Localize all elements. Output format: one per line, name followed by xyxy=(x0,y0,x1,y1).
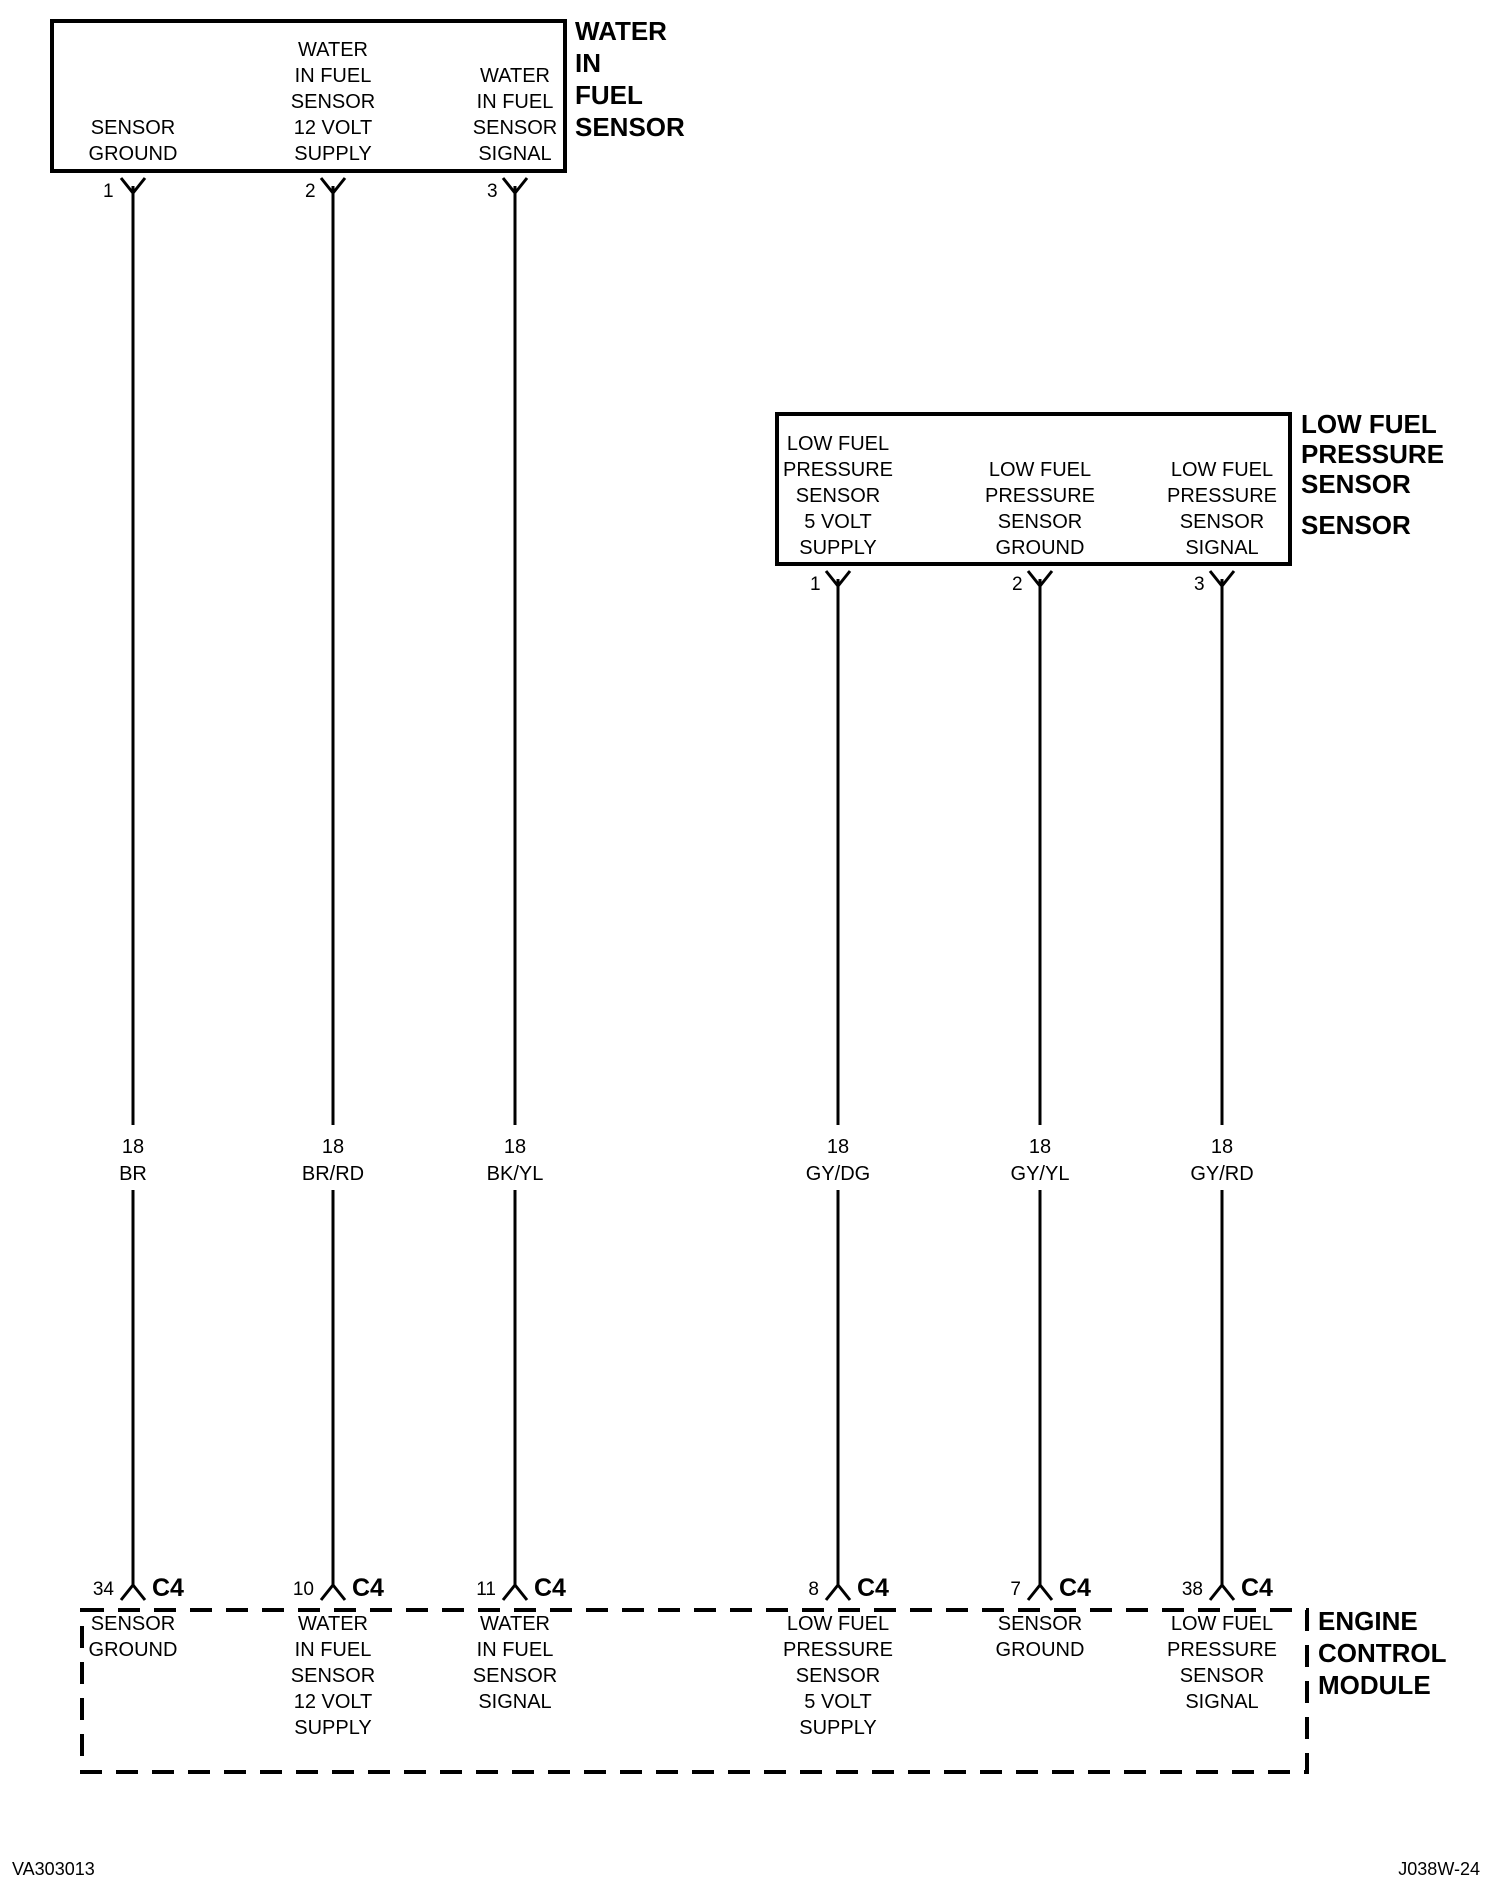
title-line: ENGINE xyxy=(1318,1606,1418,1636)
label-line: SENSOR xyxy=(997,1613,1083,1635)
wire-gauge: 18 xyxy=(1028,1136,1052,1158)
title-line: CONTROL xyxy=(1318,1638,1447,1668)
ecm-pin11-label xyxy=(473,1613,557,1713)
pin-number: 34 xyxy=(92,1579,114,1600)
ecm-pin8-label xyxy=(783,1613,893,1739)
label-line: GROUND xyxy=(88,143,178,165)
title-line: LOW FUEL xyxy=(1301,409,1437,439)
wif-pin2-label xyxy=(291,39,375,165)
label-line: IN FUEL xyxy=(294,1639,372,1661)
label-line: SIGNAL xyxy=(478,143,552,165)
label-line: SIGNAL xyxy=(1185,1691,1259,1713)
title-line: PRESSURE xyxy=(1301,439,1445,469)
label-line: SENSOR xyxy=(290,1665,376,1687)
wire-color: BK/YL xyxy=(486,1163,544,1185)
label-line: SUPPLY xyxy=(799,1717,877,1739)
label-line: SUPPLY xyxy=(294,143,372,165)
connector-id: C4 xyxy=(1241,1574,1273,1602)
label-line: SENSOR xyxy=(472,117,558,139)
label-line: 12 VOLT xyxy=(293,1691,373,1713)
title-line: SENSOR xyxy=(575,112,685,142)
engine-control-module-box xyxy=(82,1610,1307,1772)
ecm-pin34-label xyxy=(89,1613,178,1661)
ecm-pin10-label xyxy=(291,1613,375,1739)
wire-color: GY/RD xyxy=(1190,1163,1254,1185)
water-in-fuel-sensor-title xyxy=(575,16,685,142)
wire-gauge: 18 xyxy=(826,1136,850,1158)
title-line: SENSOR xyxy=(1301,469,1411,499)
label-line: SUPPLY xyxy=(799,537,877,559)
male-terminal-icon xyxy=(826,1585,850,1600)
wire-color: GY/DG xyxy=(805,1163,871,1185)
label-line: SENSOR xyxy=(1179,1665,1265,1687)
wire-gauge: 18 xyxy=(321,1136,345,1158)
label-line: LOW FUEL xyxy=(786,1613,890,1635)
wire-gauge: 18 xyxy=(503,1136,527,1158)
pin-number: 11 xyxy=(476,1579,496,1600)
label-line: SIGNAL xyxy=(1185,537,1259,559)
pin-number: 2 xyxy=(1012,574,1023,595)
label-line: SIGNAL xyxy=(478,1691,552,1713)
label-line: 5 VOLT xyxy=(804,1691,872,1713)
label-line: GROUND xyxy=(88,1639,178,1661)
pin-number: 38 xyxy=(1181,1579,1203,1600)
label-line: SENSOR xyxy=(290,91,376,113)
pin-number: 7 xyxy=(1010,1579,1021,1600)
pin-number: 3 xyxy=(1194,574,1205,595)
title-line: IN xyxy=(575,48,601,78)
engine-control-module-title xyxy=(1318,1606,1447,1700)
wire-labels xyxy=(119,1136,1254,1185)
label-line: LOW FUEL xyxy=(988,459,1092,481)
label-line: GROUND xyxy=(995,537,1085,559)
male-terminal-icon xyxy=(1028,1585,1052,1600)
title-line: FUEL xyxy=(575,80,643,110)
figure-code-left: VA303013 xyxy=(12,1859,95,1879)
wire-color: BR/RD xyxy=(301,1163,365,1185)
ecm-pin7-label xyxy=(996,1613,1085,1661)
pin-number: 10 xyxy=(292,1579,314,1600)
pin-number: 1 xyxy=(103,181,114,202)
wire-gauge: 18 xyxy=(1210,1136,1234,1158)
label-line: IN FUEL xyxy=(294,65,372,87)
connector-id: C4 xyxy=(534,1574,566,1602)
wire-gauge: 18 xyxy=(121,1136,145,1158)
label-line: SENSOR xyxy=(90,1613,176,1635)
lfp-pin3-label xyxy=(1167,459,1277,559)
label-line: IN FUEL xyxy=(476,91,554,113)
lfp-pin1-label xyxy=(783,433,893,559)
connector-id: C4 xyxy=(1059,1574,1091,1602)
low-fuel-pressure-sensor-title xyxy=(1301,409,1444,540)
connector-id: C4 xyxy=(152,1574,184,1602)
label-line: SENSOR xyxy=(795,485,881,507)
lfp-pin2-label xyxy=(985,459,1095,559)
pin-number: 2 xyxy=(305,181,316,202)
label-line: SENSOR xyxy=(1179,511,1265,533)
male-terminal-icon xyxy=(503,1585,527,1600)
label-line: LOW FUEL xyxy=(786,433,890,455)
label-line: PRESSURE xyxy=(1166,485,1278,507)
label-line: PRESSURE xyxy=(782,459,894,481)
label-line: IN FUEL xyxy=(476,1639,554,1661)
label-line: LOW FUEL xyxy=(1170,1613,1274,1635)
ecm-pin38-label xyxy=(1167,1613,1277,1713)
figure-code-right: J038W-24 xyxy=(1398,1859,1480,1879)
connector-id: C4 xyxy=(352,1574,384,1602)
label-line: WATER xyxy=(298,39,368,61)
label-line: WATER xyxy=(480,65,550,87)
connector-id: C4 xyxy=(857,1574,889,1602)
title-line: WATER xyxy=(575,16,667,46)
wire-color: GY/YL xyxy=(1010,1163,1070,1185)
label-line: 12 VOLT xyxy=(293,117,373,139)
label-line: SENSOR xyxy=(795,1665,881,1687)
pin-number: 3 xyxy=(487,181,498,202)
pin-number: 1 xyxy=(810,574,821,595)
male-terminal-icon xyxy=(321,1585,345,1600)
wire-color: BR xyxy=(119,1163,147,1185)
label-line: WATER xyxy=(298,1613,368,1635)
label-line: PRESSURE xyxy=(782,1639,894,1661)
label-line: SENSOR xyxy=(90,117,176,139)
label-line: SENSOR xyxy=(472,1665,558,1687)
wif-pin1-label xyxy=(89,117,178,165)
label-line: SENSOR xyxy=(997,511,1083,533)
label-line: SUPPLY xyxy=(294,1717,372,1739)
title-line: MODULE xyxy=(1318,1670,1431,1700)
pin-number: 8 xyxy=(808,1579,819,1600)
wif-pin3-label xyxy=(473,65,557,165)
title-line: SENSOR xyxy=(1301,510,1411,540)
label-line: 5 VOLT xyxy=(804,511,872,533)
label-line: PRESSURE xyxy=(1166,1639,1278,1661)
male-terminal-icon xyxy=(1210,1585,1234,1600)
label-line: PRESSURE xyxy=(984,485,1096,507)
label-line: GROUND xyxy=(995,1639,1085,1661)
male-terminal-icon xyxy=(121,1585,145,1600)
label-line: LOW FUEL xyxy=(1170,459,1274,481)
label-line: WATER xyxy=(480,1613,550,1635)
